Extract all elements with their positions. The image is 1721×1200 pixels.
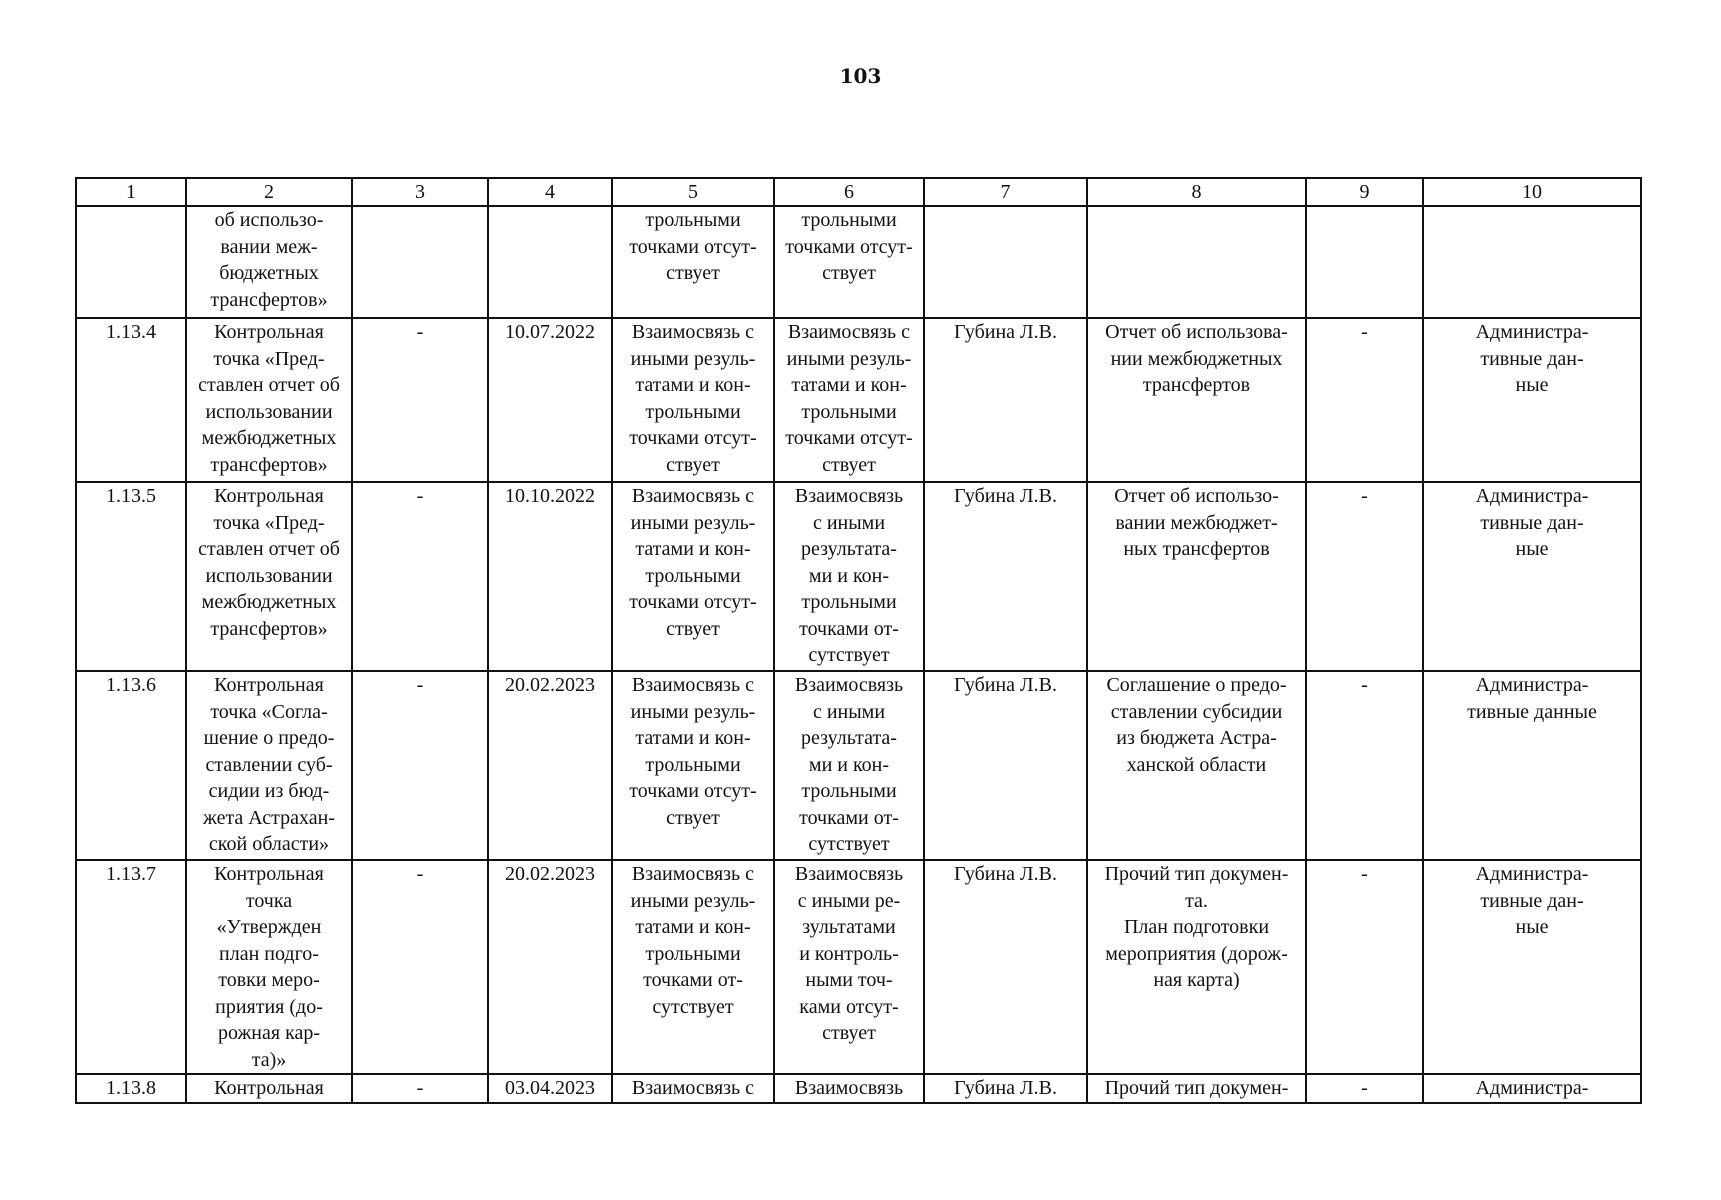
column-header-1: 1 [76,178,186,206]
cell-line: Контрольная [214,1077,324,1099]
row-number-cell [76,860,186,1074]
name-cell [186,860,352,1074]
cell-line: Взаимосвязь с [631,485,755,507]
cell-line: шение о предо- [203,727,335,749]
header-row [76,178,1641,206]
cell-line: трольными [645,400,741,423]
responsible-cell [924,318,1087,482]
col3-cell [352,1074,488,1103]
cell-line: ми и кон- [808,753,890,776]
cell-line: жета Астрахан- [203,806,335,829]
cell-line: ствует [822,262,876,284]
cell-line: ставлении субсидии [1110,700,1283,723]
row-number-cell [76,206,186,318]
cell-line: ставлен отчет об [198,538,340,560]
col9-cell [1306,206,1423,318]
cell-line: ные [1515,374,1549,396]
cell-line: план подго- [219,942,319,965]
cell-line: трольными [645,753,741,776]
data-source-cell [1423,206,1641,318]
cell-line: ставлен отчет об [198,374,340,396]
cell-line: иными резуль- [630,511,756,534]
cell-line: трольными [645,209,741,231]
cell-line: мероприятия (дорож- [1105,942,1288,965]
cell-line: татами и кон- [635,538,751,560]
cell-line: «Утвержден [216,916,322,938]
column-header-10: 10 [1423,178,1641,206]
date-cell [488,206,612,318]
cell-line: ками отсут- [799,995,899,1018]
cell-line: трольными [801,400,897,423]
cell-line: трансфертов [1142,374,1251,396]
col3-cell [352,482,488,671]
cell-line: татами и кон- [635,727,751,749]
cell-line: иными резуль- [786,347,912,370]
cell-line: сутствует [808,644,890,666]
table-row [76,206,1641,318]
cell-line: трольными [645,942,741,965]
document-cell [1087,671,1306,860]
col6-cell [774,206,924,318]
cell-line: точками отсут- [785,427,913,449]
cell-line: трольными [801,591,897,613]
cell-line: об использо- [214,209,324,231]
cell-line: Соглашение о предо- [1106,674,1287,696]
data-source-cell [1423,318,1641,482]
cell-line: Администра- [1475,674,1589,696]
data-source-cell [1423,1074,1641,1103]
cell-line: - [416,674,424,696]
cell-line: ными точ- [805,969,893,991]
responsible-cell [924,482,1087,671]
row-number-cell [76,671,186,860]
cell-line: точками отсут- [629,427,757,449]
cell-line: - [1361,321,1368,343]
cell-line: - [1361,485,1368,507]
cell-line: Взаимосвязь [794,1077,904,1099]
cell-line: ных трансфертов [1123,538,1270,560]
cell-line: межбюджетных [201,427,337,449]
cell-line: 1.13.5 [106,485,156,507]
table-row [76,860,1641,1074]
cell-line: сутствует [652,995,734,1018]
cell-line: - [1361,1077,1368,1099]
cell-line: - [416,321,424,343]
cell-line: тивные дан- [1480,889,1584,912]
cell-line: Контрольная [214,485,324,507]
col3-cell [352,860,488,1074]
cell-line: товки меро- [218,969,320,991]
cell-line: ставлении суб- [205,753,333,776]
cell-line: точка «Согла- [210,700,328,723]
cell-line: Администра- [1475,1077,1589,1099]
cell-line: татами и кон- [635,374,751,396]
cell-line: точками от- [799,617,899,640]
cell-line: Контрольная [214,321,324,343]
col5-cell [612,206,774,318]
col5-cell [612,671,774,860]
col6-cell [774,860,924,1074]
cell-line: - [416,1077,424,1099]
table-row [76,482,1641,671]
row-number-cell [76,1074,186,1103]
responsible-cell [924,1074,1087,1103]
cell-line: - [1361,863,1368,885]
cell-line: - [416,485,424,507]
cell-line: Администра- [1475,863,1589,885]
cell-line: трансфертов» [210,453,328,476]
cell-line: точками отсут- [785,235,913,258]
cell-line: точка «Пред- [213,347,325,370]
cell-line: трольными [801,780,897,802]
cell-line: Взаимосвязь с [631,674,755,696]
cell-line: точками от- [643,969,743,991]
cell-line: точками от- [799,806,899,829]
data-source-cell [1423,671,1641,860]
responsible-cell [924,860,1087,1074]
cell-line: 10.10.2022 [505,485,595,507]
cell-line: трансфертов» [210,288,328,311]
cell-line: тивные дан- [1480,511,1584,534]
cell-line: 03.04.2023 [505,1077,595,1099]
column-header-4: 4 [488,178,612,206]
cell-line: с иными [812,511,886,534]
cell-line: 20.02.2023 [505,674,595,696]
cell-line: Взаимосвязь [794,863,904,885]
table-row [76,318,1641,482]
col6-cell [774,318,924,482]
data-source-cell [1423,482,1641,671]
responsible-cell [924,206,1087,318]
col5-cell [612,1074,774,1103]
cell-line: сидии из бюд- [208,780,330,802]
name-cell [186,482,352,671]
cell-line: ми и кон- [808,564,890,587]
cell-line: татами и кон- [791,374,907,396]
cell-line: иными резуль- [630,889,756,912]
cell-line: Отчет об использова- [1105,321,1288,343]
cell-line: татами и кон- [635,916,751,938]
cell-line: трольными [645,564,741,587]
col3-cell [352,671,488,860]
cell-line: ствует [666,262,720,284]
cell-line: сутствует [808,833,890,855]
col6-cell [774,482,924,671]
column-header-7: 7 [924,178,1087,206]
row-number-cell [76,482,186,671]
cell-line: трольными [801,209,897,231]
row-number-cell [76,318,186,482]
date-cell [488,318,612,482]
cell-line: ствует [822,453,876,476]
document-cell [1087,860,1306,1074]
cell-line: Взаимосвязь с [631,321,755,343]
cell-line: Взаимосвязь с [787,321,911,343]
cell-line: ствует [822,1022,876,1044]
page-number: 103 [839,64,882,88]
cell-line: - [1361,674,1368,696]
col5-cell [612,318,774,482]
cell-line: иными резуль- [630,347,756,370]
cell-line: Контрольная [214,674,324,696]
cell-line: приятия (до- [215,995,323,1018]
name-cell [186,318,352,482]
col9-cell [1306,318,1423,482]
cell-line: 1.13.4 [106,321,156,343]
cell-line: межбюджетных [201,591,337,613]
name-cell [186,206,352,318]
document-cell [1087,1074,1306,1103]
cell-line: рожная кар- [217,1022,321,1044]
cell-line: Губина Л.В. [954,863,1057,885]
col9-cell [1306,860,1423,1074]
column-header-5: 5 [612,178,774,206]
cell-line: - [416,863,424,885]
cell-line: Администра- [1475,485,1589,507]
cell-line: и контроль- [799,942,899,965]
cell-line: бюджетных [219,262,319,284]
cell-line: ная карта) [1153,969,1240,991]
cell-line: ствует [666,617,720,640]
column-header-3: 3 [352,178,488,206]
cell-line: Губина Л.В. [954,674,1057,696]
cell-line: использовании [205,400,333,423]
column-header-9: 9 [1306,178,1423,206]
col3-cell [352,318,488,482]
date-cell [488,860,612,1074]
cell-line: Администра- [1475,321,1589,343]
cell-line: та)» [251,1048,287,1071]
cell-line: Губина Л.В. [954,1077,1057,1099]
cell-line: тивные дан- [1480,347,1584,370]
cell-line: точками отсут- [629,591,757,613]
column-header-8: 8 [1087,178,1306,206]
cell-line: результата- [801,727,897,749]
col9-cell [1306,1074,1423,1103]
cell-line: трансфертов» [210,617,328,640]
cell-line: вании межбюджет- [1115,511,1278,534]
cell-line: точками отсут- [629,235,757,258]
document-cell [1087,482,1306,671]
col5-cell [612,860,774,1074]
cell-line: зультатами [802,916,896,938]
cell-line: Взаимосвязь [794,485,904,507]
name-cell [186,671,352,860]
document-cell [1087,206,1306,318]
cell-line: Губина Л.В. [954,485,1057,507]
cell-line: 10.07.2022 [505,321,595,343]
cell-line: План подготовки [1123,916,1270,938]
col6-cell [774,1074,924,1103]
cell-line: точка [245,889,293,912]
cell-line: ные [1515,538,1549,560]
date-cell [488,671,612,860]
cell-line: Взаимосвязь с [631,1077,755,1099]
document-cell [1087,318,1306,482]
name-cell [186,1074,352,1103]
data-source-cell [1423,860,1641,1074]
responsible-cell [924,671,1087,860]
cell-line: использовании [205,564,333,587]
cell-line: иными резуль- [630,700,756,723]
cell-line: точка «Пред- [213,511,325,534]
cell-line: тивные данные [1467,700,1597,723]
date-cell [488,482,612,671]
cell-line: ные [1515,916,1549,938]
data-table [75,177,1642,1104]
cell-line: результата- [801,538,897,560]
date-cell [488,1074,612,1103]
cell-line: та. [1185,889,1208,912]
cell-line: вании меж- [220,235,318,258]
col9-cell [1306,482,1423,671]
cell-line: из бюджета Астра- [1116,727,1277,749]
cell-line: Взаимосвязь с [631,863,755,885]
cell-line: Отчет об использо- [1114,485,1279,507]
cell-line: 1.13.8 [106,1077,156,1099]
cell-line: Контрольная [214,863,324,885]
cell-line: Губина Л.В. [954,321,1057,343]
cell-line: ханской области [1126,753,1267,776]
cell-line: Прочий тип докумен- [1104,1077,1289,1099]
cell-line: 1.13.7 [106,863,156,885]
cell-line: Взаимосвязь [794,674,904,696]
col3-cell [352,206,488,318]
column-header-2: 2 [186,178,352,206]
col9-cell [1306,671,1423,860]
cell-line: 1.13.6 [106,674,156,696]
col5-cell [612,482,774,671]
column-header-6: 6 [774,178,924,206]
cell-line: ской области» [208,833,330,855]
table-row [76,671,1641,860]
cell-line: Прочий тип докумен- [1104,863,1289,885]
cell-line: с иными ре- [797,889,901,912]
cell-line: нии межбюджетных [1110,347,1283,370]
cell-line: с иными [812,700,886,723]
cell-line: точками отсут- [629,780,757,802]
cell-line: ствует [666,453,720,476]
col6-cell [774,671,924,860]
cell-line: 20.02.2023 [505,863,595,885]
cell-line: ствует [666,806,720,829]
table-row [76,1074,1641,1103]
